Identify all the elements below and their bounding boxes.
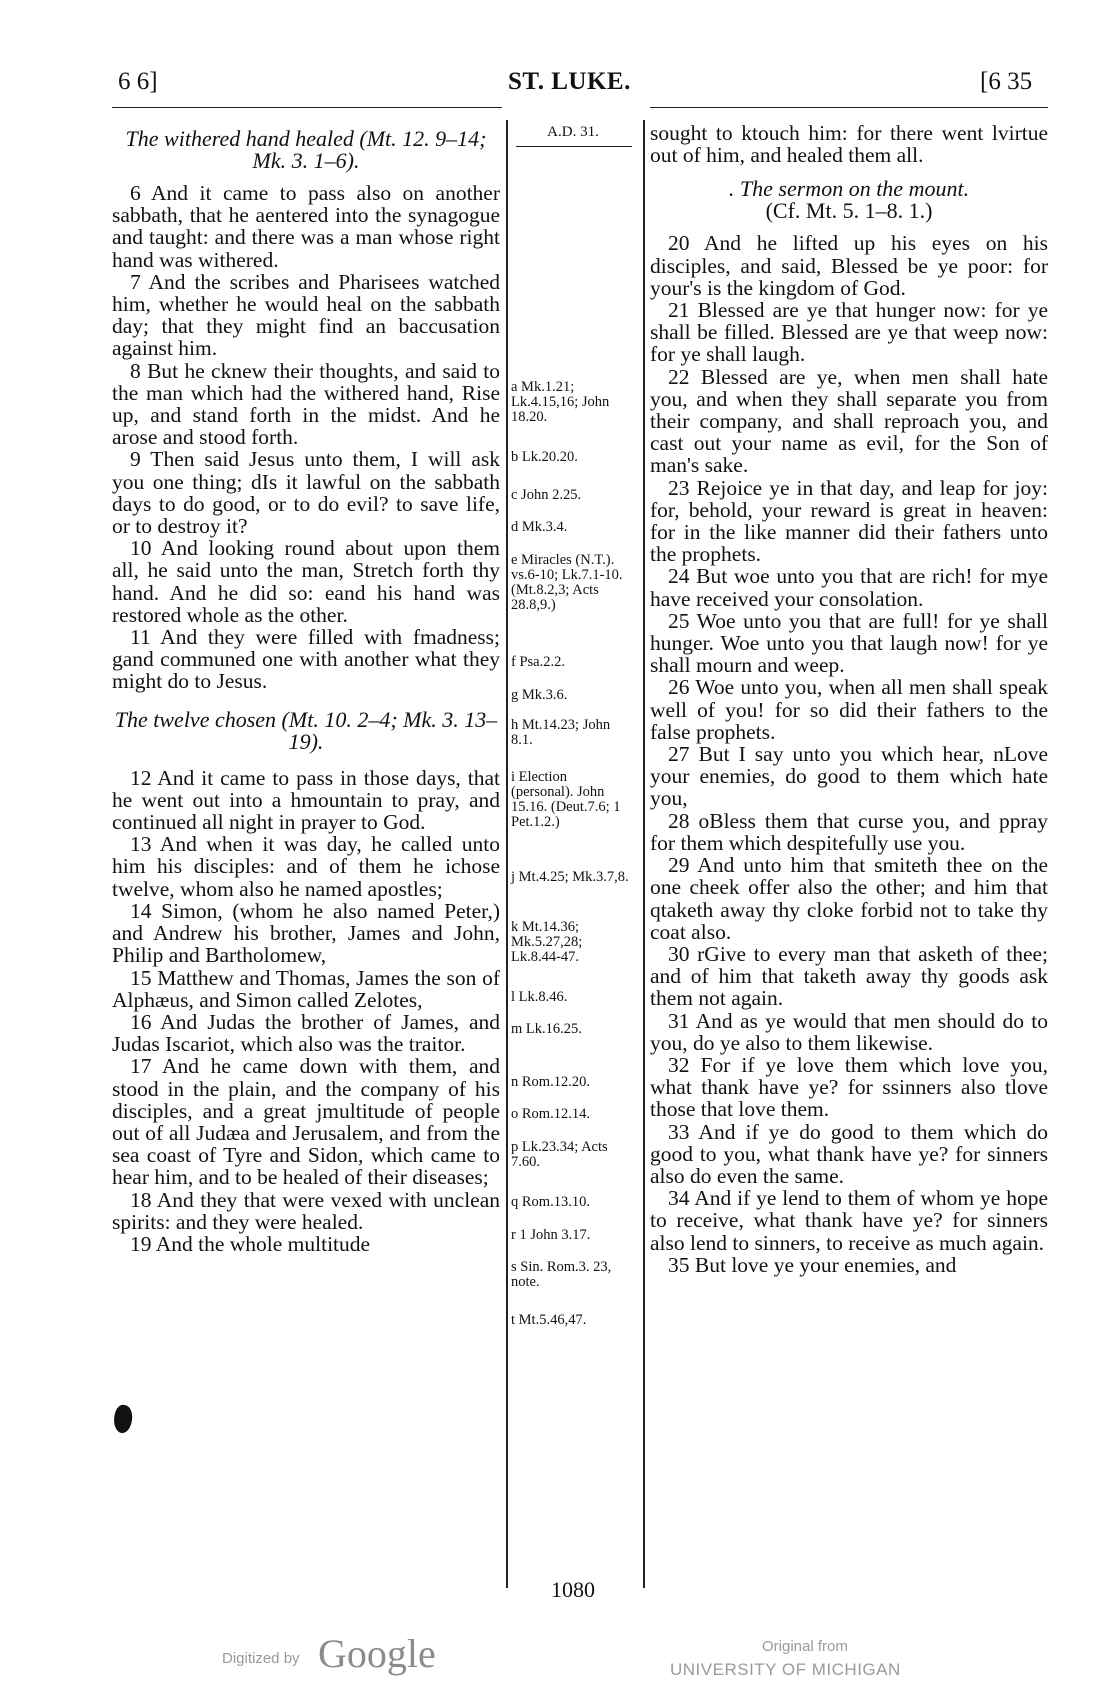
verse-28: 28 oBless them that curse you, and ppray for them which despitefully use you. <box>650 808 1048 855</box>
verse-30: 30 rGive to every man that asketh of thee; and of him that taketh away thy goods ask them not again. <box>650 941 1048 1011</box>
verse-24: 24 But woe unto you that are rich! for mye have received your consolation. <box>650 564 1048 611</box>
margin-ref-t: t Mt.5.46,47. <box>511 1312 587 1328</box>
verse-32: 32 For if ye love them which love you, what thank have ye? for ssinners also tlove those that love them. <box>650 1052 1048 1122</box>
verse-22: 22 Blessed are ye, when men shall hate you, and when they shall separate you from their company, and shall reproach you, and cast out your name as evil, for the Son of man's sake. <box>650 364 1048 478</box>
margin-ref-f: f Psa.2.2. <box>511 654 565 670</box>
chapter-verse-start: 6 6] <box>118 68 158 95</box>
university-label: UNIVERSITY OF MICHIGAN <box>670 1660 901 1679</box>
verse-31: 31 And as ye would that men should do to you, do ye also to them likewise. <box>650 1008 1048 1055</box>
verse-18: 18 And they that were vexed with unclean spirits: and they were healed. <box>112 1187 500 1234</box>
verse-23: 23 Rejoice ye in that day, and leap for joy: for, behold, your reward is great in heaven: for in the like manner did their fathers unto the prophets. <box>650 475 1048 567</box>
margin-ref-s: s Sin. Rom.3. 23, note. <box>511 1259 612 1290</box>
ink-blot <box>111 1403 134 1434</box>
margin-ref-l: l Lk.8.46. <box>511 989 568 1005</box>
margin-ref-c: c John 2.25. <box>511 487 582 503</box>
verse-14: 14 Simon, (whom he also named Peter,) and Andrew his brother, James and John, Philip and Bartholomew, <box>112 898 500 968</box>
header-rule-right <box>650 107 1048 108</box>
section-heading-sermon-ref: (Cf. Mt. 5. 1–8. 1.) <box>765 198 933 224</box>
margin-ref-j: j Mt.4.25; Mk.3.7,8. <box>511 869 629 885</box>
book-title: ST. LUKE. <box>508 68 631 95</box>
margin-ref-o: o Rom.12.14. <box>511 1106 590 1122</box>
margin-ref-k: k Mt.14.36; Mk.5.27,28; Lk.8.44-47. <box>511 919 583 965</box>
left-text-column <box>112 128 500 1255</box>
margin-ref-e: e Miracles (N.T.). vs.6-10; Lk.7.1-10. (Mt.8.2,3; Acts 28.8,9.) <box>511 552 623 613</box>
verse-29: 29 And unto him that smiteth thee on the one cheek offer also the other; and him that qtaketh away thy cloke forbid not to take thy coat also. <box>650 853 1048 944</box>
verse-10: 10 And looking round about upon them all, he said unto the man, Stretch forth thy hand. And he did so: eand his hand was restored whole as the other. <box>112 536 500 627</box>
margin-ref-g: g Mk.3.6. <box>511 687 568 703</box>
margin-ref-h: h Mt.14.23; John 8.1. <box>511 717 611 748</box>
verse-16: 16 And Judas the brother of James, and Judas Iscariot, which also was the traitor. <box>112 1009 500 1057</box>
verse-6: 6 And it came to pass also on another sabbath, that he aentered into the synagogue and taught: and there was a man whose right hand was withered. <box>112 181 500 272</box>
verse-25: 25 Woe unto you that are full! for ye shall hunger. Woe unto you that laugh now! for ye shall mourn and weep. <box>650 608 1048 678</box>
verse-35-start: 35 But love ye your enemies, and <box>668 1252 957 1277</box>
margin-ref-p: p Lk.23.34; Acts 7.60. <box>511 1139 608 1170</box>
verse-9: 9 Then said Jesus unto them, I will ask you one thing; dIs it lawful on the sabbath days to do good, or to do evil? to save life, or to destroy it? <box>112 447 500 539</box>
verse-27: 27 But I say unto you which hear, nLove your enemies, do good to them which hate you, <box>650 742 1048 811</box>
verse-19-start: 19 And the whole multitude <box>130 1231 371 1256</box>
verse-17: 17 And he came down with them, and stood in the plain, and the company of his disciples, and a great jmultitude of people out of all Judæa and Jerusalem, and from the sea coast of Tyre and Sidon, which came to hear him, and to be healed of their diseases; <box>112 1054 500 1190</box>
verse-20: 20 And he lifted up his eyes on his disciples, and said, Blessed be ye poor: for your's is the kingdom of God. <box>650 231 1048 300</box>
section-heading-withered-hand: The withered hand healed (Mt. 12. 9–14; Mk. 3. 1–6). <box>125 126 487 173</box>
margin-ref-n: n Rom.12.20. <box>511 1074 590 1090</box>
original-from-label: Original from <box>762 1638 848 1655</box>
chapter-verse-end: [6 35 <box>980 68 1033 95</box>
verse-13: 13 And when it was day, he called unto him his disciples: and of them he ichose twelve, whom also he named apostles; <box>112 832 500 901</box>
digitized-by-label: Digitized by <box>222 1650 300 1667</box>
right-text-column <box>650 122 1048 1276</box>
year-label: A.D. 31. <box>547 124 599 140</box>
margin-ref-b: b Lk.20.20. <box>511 449 578 465</box>
page-number: 1080 <box>551 1577 595 1602</box>
verse-8: 8 But he cknew their thoughts, and said to the man which had the withered hand, Rise up, and stand forth in the midst. And he arose and stood forth. <box>112 358 500 450</box>
margin-ref-r: r 1 John 3.17. <box>511 1227 591 1243</box>
margin-ref-d: d Mk.3.4. <box>511 519 568 535</box>
margin-ref-m: m Lk.16.25. <box>511 1021 582 1037</box>
verse-33: 33 And if ye do good to them which do good to you, what thank have ye? for sinners also do even the same. <box>650 1119 1048 1188</box>
google-logo: Google <box>318 1631 436 1676</box>
section-heading-sermon: . The sermon on the mount. <box>728 176 970 202</box>
verse-12: 12 And it came to pass in those days, that he went out into a hmountain to pray, and continued all night in prayer to God. <box>112 765 500 835</box>
verse-11: 11 And they were filled with fmadness; gand communed one with another what they might do to Jesus. <box>112 625 500 694</box>
year-label-rule <box>516 146 632 147</box>
verse-19-cont: sought to ktouch him: for there went lvirtue out of him, and healed them all. <box>650 121 1048 168</box>
section-heading-twelve-chosen: The twelve chosen (Mt. 10. 2–4; Mk. 3. 13–19). <box>114 706 498 754</box>
margin-ref-q: q Rom.13.10. <box>511 1194 590 1210</box>
verse-26: 26 Woe unto you, when all men shall speak well of you! for so did their fathers to the false prophets. <box>650 675 1048 744</box>
column-divider-right <box>643 120 645 1588</box>
verse-34: 34 And if ye lend to them of whom ye hope to receive, what thank have ye? for sinners also lend to sinners, to receive as much again. <box>650 1186 1048 1255</box>
verse-7: 7 And the scribes and Pharisees watched him, whether he would heal on the sabbath day; that they might find an baccusation against him. <box>112 269 500 361</box>
verse-15: 15 Matthew and Thomas, James the son of Alphæus, and Simon called Zelotes, <box>112 965 500 1012</box>
verse-21: 21 Blessed are ye that hunger now: for ye shall be filled. Blessed are ye that weep now: for ye shall laugh. <box>650 298 1048 367</box>
column-divider-left <box>506 120 508 1588</box>
margin-ref-a: a Mk.1.21; Lk.4.15,16; John 18.20. <box>511 379 610 425</box>
margin-ref-i: i Election (personal). John 15.16. (Deut.7.6; 1 Pet.1.2.) <box>511 769 621 830</box>
header-rule-left <box>112 107 502 108</box>
